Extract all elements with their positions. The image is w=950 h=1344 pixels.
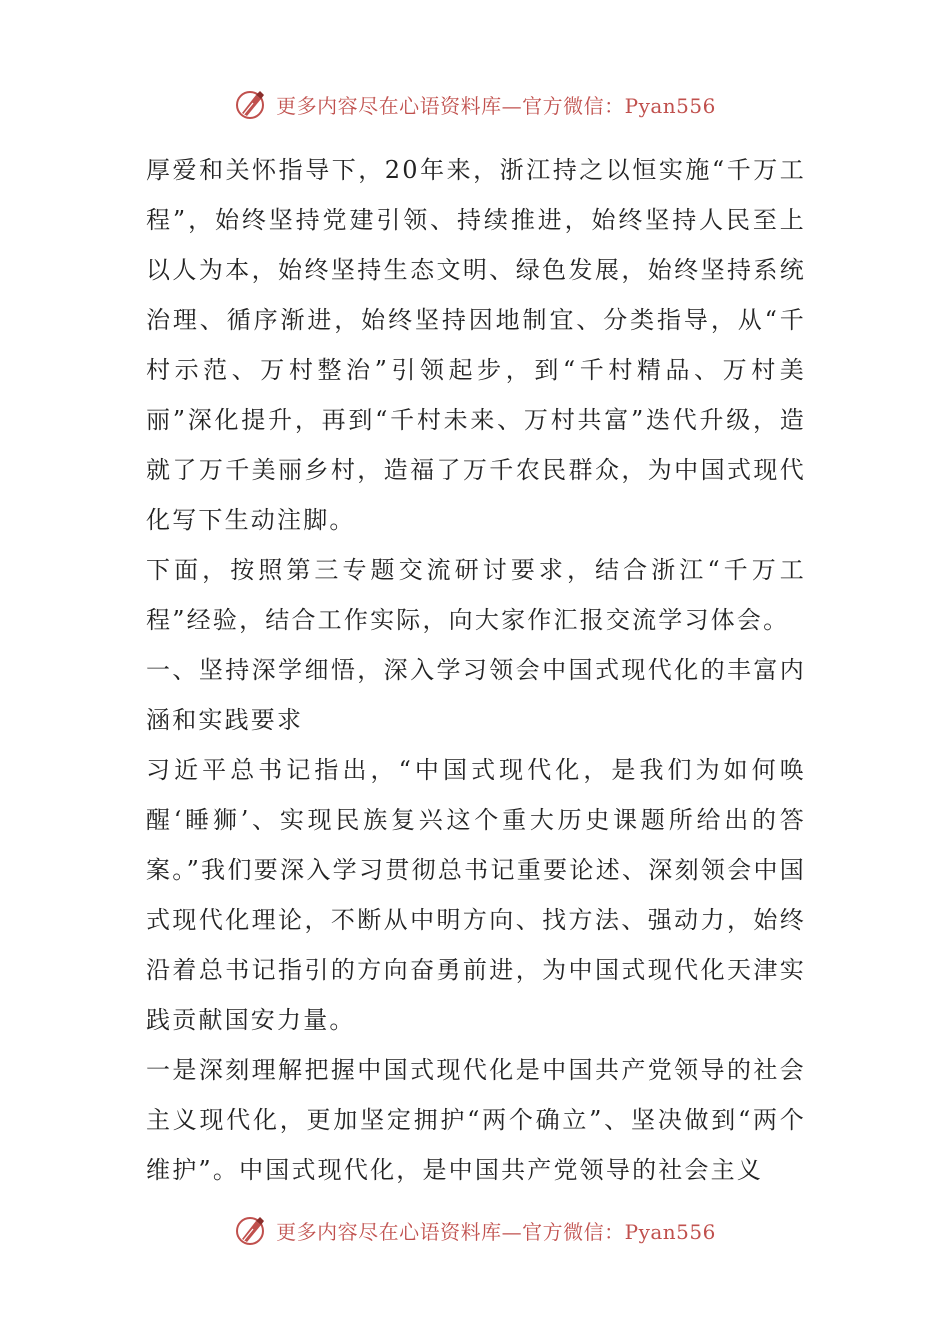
body-paragraph-2: 下面，按照第三专题交流研讨要求，结合浙江“千万工程”经验，结合工作实际，向大家作汇报交流学习体会。 xyxy=(146,556,806,634)
document-body xyxy=(146,145,806,1195)
footer-brand-text xyxy=(276,1216,716,1245)
header-contact-id: Pyan556 xyxy=(624,93,716,118)
header-separator: — xyxy=(501,93,523,118)
footer-slogan: 更多内容尽在心语资料库 xyxy=(276,1219,502,1244)
section-heading-1: 一、坚持深学细悟，深入学习领会中国式现代化的丰富内涵和实践要求 xyxy=(146,656,806,734)
header-brand-text xyxy=(276,90,716,119)
header-slogan: 更多内容尽在心语资料库 xyxy=(276,93,502,118)
body-paragraph-3: 习近平总书记指出，“中国式现代化，是我们为如何唤醒‘睡狮’、实现民族复兴这个重大历史课题所给出的答案。”我们要深入学习贯彻总书记重要论述、深刻领会中国式现代化理论，不断从中明方向、找方法、强动力，始终沿着总书记指引的方向奋勇前进，为中国式现代化天津实践贡献国安力量。 xyxy=(146,756,806,1034)
page-header-watermark xyxy=(0,84,950,124)
header-contact-label: 官方微信： xyxy=(522,93,625,118)
footer-separator: — xyxy=(501,1219,523,1244)
page-footer-watermark xyxy=(0,1210,950,1250)
body-paragraph-1: 厚爱和关怀指导下，20年来，浙江持之以恒实施“千万工程”，始终坚持党建引领、持续推进，始终坚持人民至上以人为本，始终坚持生态文明、绿色发展，始终坚持系统治理、循序渐进，始终坚持因地制宜、分类指导，从“千村示范、万村整治”引领起步，到“千村精品、万村美丽”深化提升，再到“千村未来、万村共富”迭代升级，造就了万千美丽乡村，造福了万千农民群众，为中国式现代化写下生动注脚。 xyxy=(146,156,806,534)
body-paragraph-4: 一是深刻理解把握中国式现代化是中国共产党领导的社会主义现代化，更加坚定拥护“两个确立”、坚决做到“两个维护”。中国式现代化，是中国共产党领导的社会主义 xyxy=(146,1056,806,1184)
footer-contact-label: 官方微信： xyxy=(522,1219,625,1244)
pen-nib-logo-icon xyxy=(234,1213,268,1247)
pen-nib-logo-icon xyxy=(234,87,268,121)
footer-contact-id: Pyan556 xyxy=(624,1219,716,1244)
